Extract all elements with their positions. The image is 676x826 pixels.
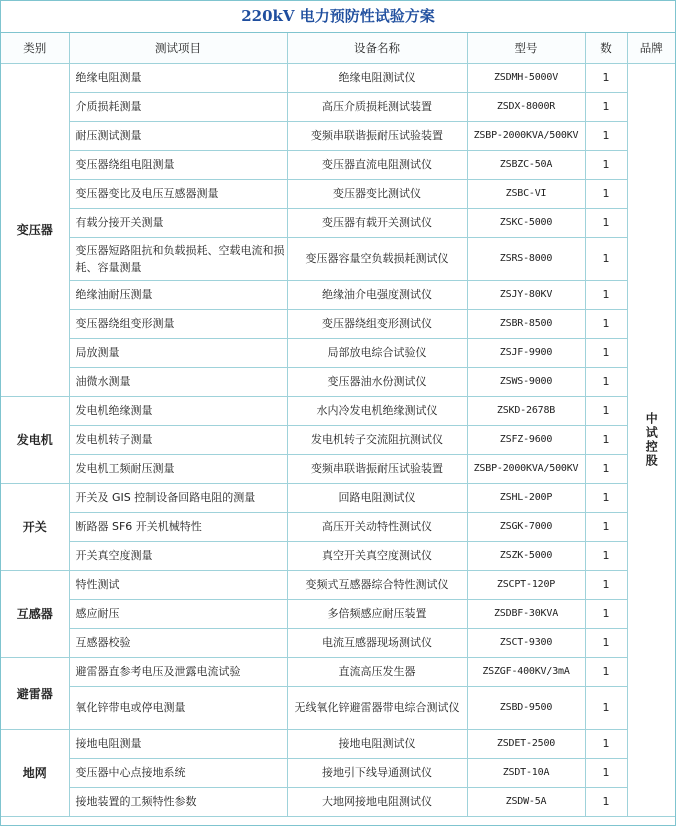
model-cell: ZSCT-9300 (467, 628, 585, 657)
item-cell: 发电机转子测量 (69, 425, 287, 454)
header-qty: 数 (585, 33, 627, 63)
model-cell: ZSKD-2678B (467, 396, 585, 425)
qty-cell: 1 (585, 787, 627, 816)
category-cell: 避雷器 (1, 657, 69, 729)
model-cell: ZSRS-8000 (467, 237, 585, 280)
item-cell: 发电机绝缘测量 (69, 396, 287, 425)
device-cell: 绝缘油介电强度测试仪 (287, 280, 467, 309)
item-cell: 变压器中心点接地系统 (69, 758, 287, 787)
item-cell: 耐压测试测量 (69, 121, 287, 150)
table-row (1, 512, 675, 541)
brand-label: 中试控股 (644, 411, 659, 468)
table-row (1, 367, 675, 396)
device-cell: 水内冷发电机绝缘测试仪 (287, 396, 467, 425)
table-row (1, 63, 675, 92)
table-row (1, 396, 675, 425)
device-cell: 变压器绕组变形测试仪 (287, 309, 467, 338)
qty-cell: 1 (585, 570, 627, 599)
item-cell: 局放测量 (69, 338, 287, 367)
qty-cell: 1 (585, 512, 627, 541)
qty-cell: 1 (585, 686, 627, 729)
device-cell: 大地网接地电阻测试仪 (287, 787, 467, 816)
device-cell: 变压器直流电阻测试仪 (287, 150, 467, 179)
header-device: 设备名称 (287, 33, 467, 63)
model-cell: ZSBP-2000KVA/500KV (467, 121, 585, 150)
device-cell: 变压器油水份测试仪 (287, 367, 467, 396)
qty-cell: 1 (585, 599, 627, 628)
item-cell: 特性测试 (69, 570, 287, 599)
item-cell: 变压器绕组电阻测量 (69, 150, 287, 179)
qty-cell: 1 (585, 729, 627, 758)
qty-cell: 1 (585, 367, 627, 396)
item-cell: 有载分接开关测量 (69, 208, 287, 237)
item-cell: 断路器 SF6 开关机械特性 (69, 512, 287, 541)
model-cell: ZSJY-80KV (467, 280, 585, 309)
qty-cell: 1 (585, 454, 627, 483)
device-cell: 直流高压发生器 (287, 657, 467, 686)
model-cell: ZSZGF-400KV/3mA (467, 657, 585, 686)
item-cell: 接地装置的工频特性参数 (69, 787, 287, 816)
device-cell: 绝缘电阻测试仪 (287, 63, 467, 92)
item-cell: 开关真空度测量 (69, 541, 287, 570)
model-cell: ZSDT-10A (467, 758, 585, 787)
category-cell: 地网 (1, 729, 69, 816)
item-cell: 避雷器直参考电压及泄露电流试验 (69, 657, 287, 686)
qty-cell: 1 (585, 121, 627, 150)
category-cell: 发电机 (1, 396, 69, 483)
table-row (1, 454, 675, 483)
qty-cell: 1 (585, 208, 627, 237)
table-row (1, 657, 675, 686)
table-row (1, 686, 675, 729)
item-cell: 开关及 GIS 控制设备回路电阻的测量 (69, 483, 287, 512)
model-cell: ZSGK-7000 (467, 512, 585, 541)
device-cell: 多倍频感应耐压装置 (287, 599, 467, 628)
test-plan-table (1, 33, 675, 817)
qty-cell: 1 (585, 425, 627, 454)
page-title: 220kV 电力预防性试验方案 (1, 1, 675, 33)
model-cell: ZSBR-8500 (467, 309, 585, 338)
item-cell: 变压器绕组变形测量 (69, 309, 287, 338)
model-cell: ZSHL-200P (467, 483, 585, 512)
qty-cell: 1 (585, 280, 627, 309)
device-cell: 发电机转子交流阻抗测试仪 (287, 425, 467, 454)
qty-cell: 1 (585, 657, 627, 686)
model-cell: ZSBP-2000KVA/500KV (467, 454, 585, 483)
table-row (1, 787, 675, 816)
qty-cell: 1 (585, 758, 627, 787)
header-item: 测试项目 (69, 33, 287, 63)
category-cell: 变压器 (1, 63, 69, 396)
qty-cell: 1 (585, 396, 627, 425)
qty-cell: 1 (585, 541, 627, 570)
table-row (1, 425, 675, 454)
model-cell: ZSZK-5000 (467, 541, 585, 570)
qty-cell: 1 (585, 309, 627, 338)
item-cell: 绝缘油耐压测量 (69, 280, 287, 309)
category-cell: 开关 (1, 483, 69, 570)
device-cell: 高压开关动特性测试仪 (287, 512, 467, 541)
table-row (1, 179, 675, 208)
item-cell: 发电机工频耐压测量 (69, 454, 287, 483)
model-cell: ZSBZC-50A (467, 150, 585, 179)
table-row (1, 237, 675, 280)
model-cell: ZSKC-5000 (467, 208, 585, 237)
device-cell: 变频串联谐振耐压试验装置 (287, 121, 467, 150)
table-row (1, 121, 675, 150)
table-row (1, 338, 675, 367)
item-cell: 氧化锌带电或停电测量 (69, 686, 287, 729)
device-cell: 高压介质损耗测试装置 (287, 92, 467, 121)
table-row (1, 541, 675, 570)
item-cell: 绝缘电阻测量 (69, 63, 287, 92)
qty-cell: 1 (585, 63, 627, 92)
device-cell: 变压器容量空负载损耗测试仪 (287, 237, 467, 280)
item-cell: 油微水测量 (69, 367, 287, 396)
device-cell: 变频串联谐振耐压试验装置 (287, 454, 467, 483)
qty-cell: 1 (585, 338, 627, 367)
qty-cell: 1 (585, 179, 627, 208)
table-row (1, 570, 675, 599)
item-cell: 介质损耗测量 (69, 92, 287, 121)
qty-cell: 1 (585, 237, 627, 280)
table-header-row (1, 33, 675, 63)
qty-cell: 1 (585, 483, 627, 512)
category-cell: 互感器 (1, 570, 69, 657)
device-cell: 无线氧化锌避雷器带电综合测试仪 (287, 686, 467, 729)
device-cell: 变压器有载开关测试仪 (287, 208, 467, 237)
table-row (1, 208, 675, 237)
qty-cell: 1 (585, 92, 627, 121)
table-row (1, 92, 675, 121)
model-cell: ZSBC-VI (467, 179, 585, 208)
device-cell: 局部放电综合试验仪 (287, 338, 467, 367)
device-cell: 回路电阻测试仪 (287, 483, 467, 512)
model-cell: ZSJF-9900 (467, 338, 585, 367)
item-cell: 互感器校验 (69, 628, 287, 657)
device-cell: 接地电阻测试仪 (287, 729, 467, 758)
item-cell: 感应耐压 (69, 599, 287, 628)
table-row (1, 758, 675, 787)
model-cell: ZSFZ-9600 (467, 425, 585, 454)
model-cell: ZSDW-5A (467, 787, 585, 816)
table-row (1, 483, 675, 512)
model-cell: ZSDBF-30KVA (467, 599, 585, 628)
model-cell: ZSBD-9500 (467, 686, 585, 729)
table-row (1, 309, 675, 338)
table-row (1, 280, 675, 309)
qty-cell: 1 (585, 628, 627, 657)
device-cell: 真空开关真空度测试仪 (287, 541, 467, 570)
brand-cell (627, 63, 675, 816)
model-cell: ZSDET-2500 (467, 729, 585, 758)
header-category: 类别 (1, 33, 69, 63)
table-row (1, 729, 675, 758)
device-cell: 电流互感器现场测试仪 (287, 628, 467, 657)
item-cell: 变压器短路阻抗和负载损耗、空载电流和损耗、容量测量 (69, 237, 287, 280)
header-model: 型号 (467, 33, 585, 63)
item-cell: 变压器变比及电压互感器测量 (69, 179, 287, 208)
model-cell: ZSWS-9000 (467, 367, 585, 396)
table-row (1, 599, 675, 628)
header-brand: 品牌 (627, 33, 675, 63)
table-row (1, 628, 675, 657)
model-cell: ZSDX-8000R (467, 92, 585, 121)
device-cell: 变频式互感器综合特性测试仪 (287, 570, 467, 599)
model-cell: ZSCPT-120P (467, 570, 585, 599)
table-row (1, 150, 675, 179)
qty-cell: 1 (585, 150, 627, 179)
device-cell: 变压器变比测试仪 (287, 179, 467, 208)
model-cell: ZSDMH-5000V (467, 63, 585, 92)
device-cell: 接地引下线导通测试仪 (287, 758, 467, 787)
item-cell: 接地电阻测量 (69, 729, 287, 758)
